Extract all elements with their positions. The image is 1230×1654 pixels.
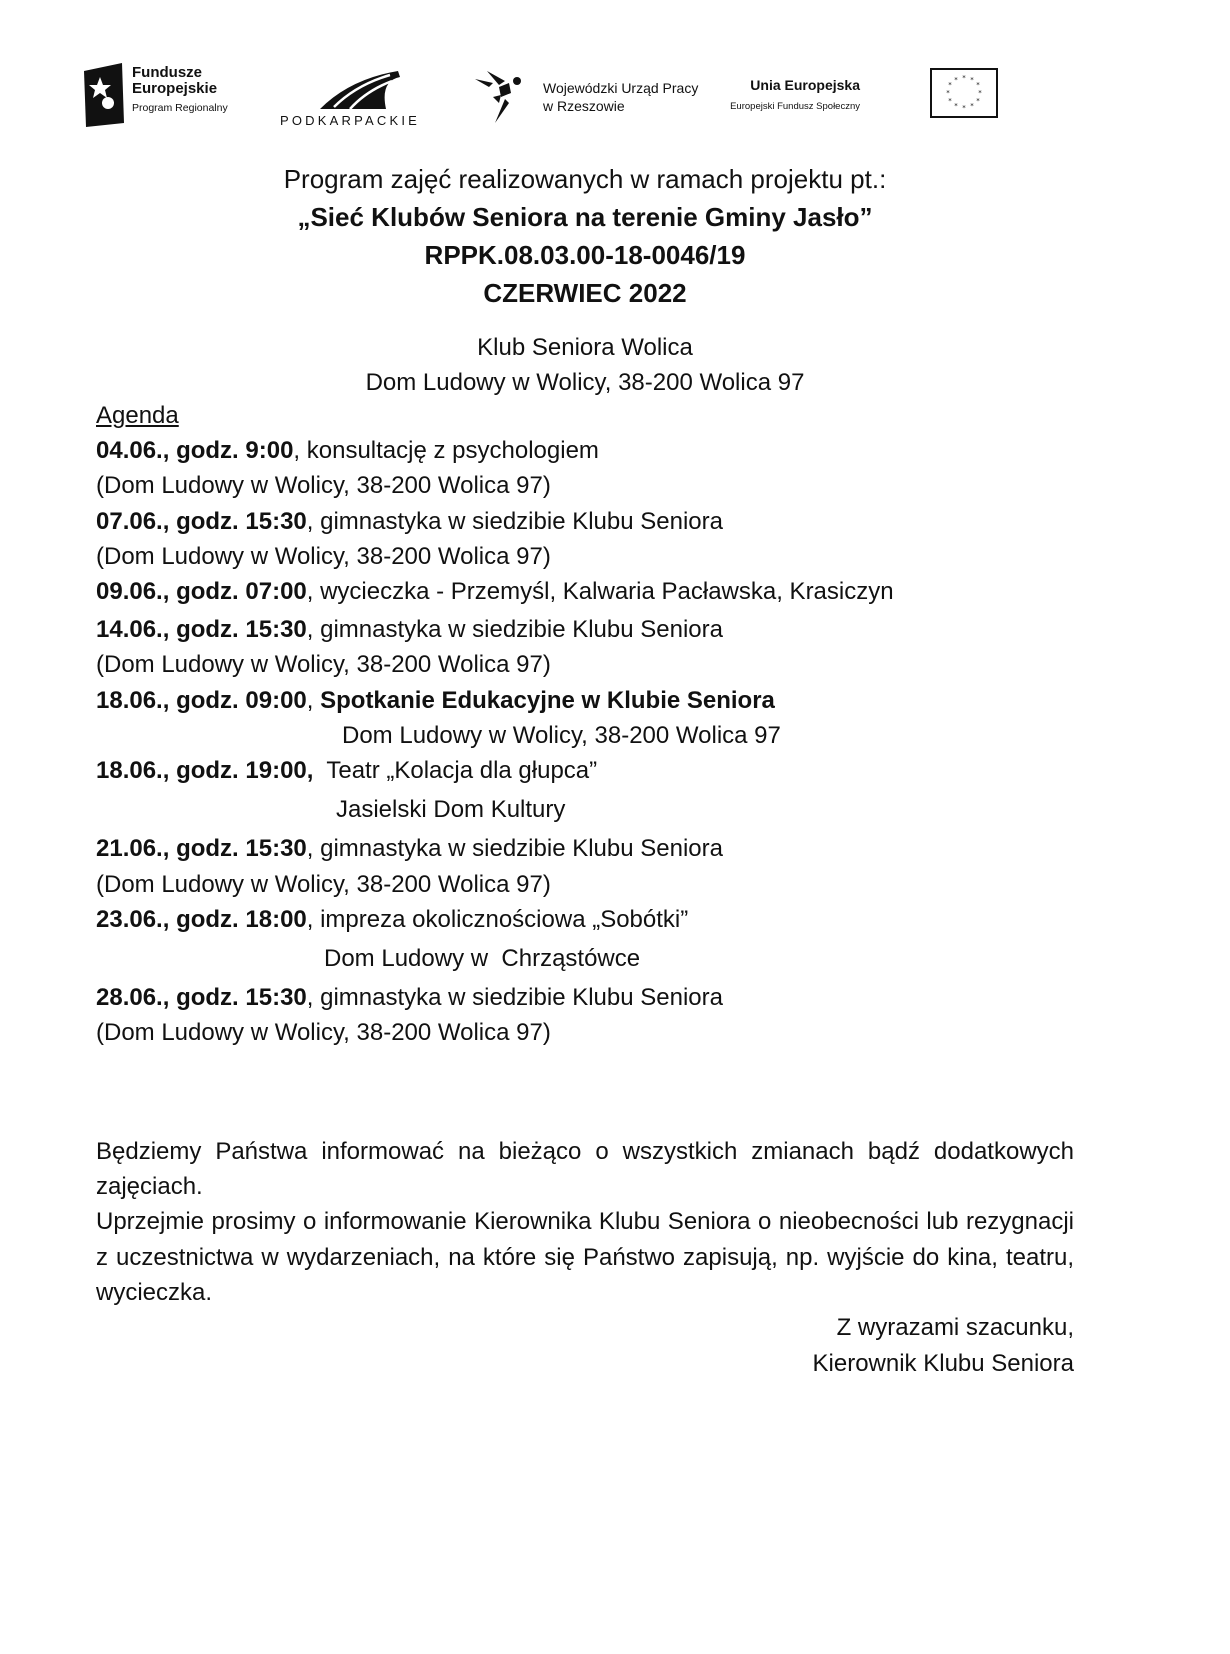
document-header [0, 160, 1170, 312]
mountain-icon [320, 69, 400, 111]
agenda-item [96, 753, 1076, 788]
project-code: RPPK.08.03.00-18-0046/19 [424, 240, 746, 270]
svg-text:*: * [976, 97, 980, 105]
agenda-what: , impreza okolicznościowa „Sobótki” [306, 905, 689, 933]
agenda-what: , konsultację z psychologiem [293, 437, 599, 465]
unia-europejska-logo [730, 65, 1010, 135]
agenda-where: Dom Ludowy w Chrząstówce [324, 945, 641, 973]
agenda-sep: , [306, 686, 321, 714]
svg-text:*: * [962, 104, 966, 112]
wup-rzeszow-logo [475, 69, 725, 139]
agenda-where: (Dom Ludowy w Wolicy, 38-200 Wolica 97) [96, 870, 551, 898]
logo-bar [70, 55, 1070, 150]
podkarpackie-text: PODKARPACKIE [280, 113, 421, 128]
agenda-item [96, 504, 1076, 539]
agenda-where: (Dom Ludowy w Wolicy, 38-200 Wolica 97) [96, 1019, 551, 1047]
svg-text:*: * [954, 102, 958, 110]
closing: Z wyrazami szacunku, [836, 1314, 1074, 1341]
agenda-item [96, 902, 1076, 937]
eu-flag-icon [930, 68, 998, 118]
agenda-when: 23.06., godz. 18:00 [96, 905, 307, 933]
agenda-item [96, 574, 1076, 609]
signer: Kierownik Klubu Seniora [812, 1350, 1074, 1377]
project-title: „Sieć Klubów Seniora na terenie Gminy Jasło” [297, 202, 873, 232]
svg-text:*: * [978, 89, 982, 97]
signature [813, 1310, 1074, 1382]
agenda-what: Teatr „Kolacja dla głupca” [313, 757, 598, 785]
svg-text:*: * [954, 76, 958, 84]
svg-text:*: * [970, 76, 974, 84]
club-name: Klub Seniora Wolica [477, 334, 693, 361]
agenda-what: , wycieczka - Przemyśl, Kalwaria Pacławska, Krasiczyn [306, 578, 894, 606]
agenda-title: Agenda [96, 402, 179, 429]
agenda-when: 04.06., godz. 9:00 [96, 437, 294, 465]
ue-line1: Unia Europejska [750, 77, 860, 93]
fundusze-line1: Fundusze [132, 64, 202, 81]
notice-paragraph: Będziemy Państwa informować na bieżąco o wszystkich zmianach bądź dodatkowych zajęciach. [96, 1138, 1074, 1201]
notice [96, 1134, 1074, 1310]
agenda-where: (Dom Ludowy w Wolicy, 38-200 Wolica 97) [96, 651, 551, 679]
wup-line1: Wojewódzki Urząd Pracy [543, 80, 699, 96]
fundusze-line3: Program Regionalny [132, 102, 228, 114]
svg-text:*: * [948, 81, 952, 89]
agenda-where: (Dom Ludowy w Wolicy, 38-200 Wolica 97) [96, 542, 551, 570]
wup-line2: w Rzeszowie [543, 98, 625, 114]
agenda-what: , gimnastyka w siedzibie Klubu Seniora [306, 835, 723, 863]
svg-text:*: * [946, 89, 950, 97]
agenda-item [96, 612, 1076, 647]
fundusze-line2: Europejskie [132, 80, 218, 97]
fundusze-star-icon [82, 63, 126, 127]
agenda-what: , gimnastyka w siedzibie Klubu Seniora [306, 507, 723, 535]
club-address: Dom Ludowy w Wolicy, 38-200 Wolica 97 [365, 369, 805, 396]
agenda-item [96, 683, 1076, 718]
agenda-when: 18.06., godz. 09:00 [96, 686, 307, 714]
svg-text:*: * [970, 102, 974, 110]
podkarpackie-logo [280, 67, 440, 137]
ue-line2: Europejski Fundusz Społeczny [730, 101, 860, 112]
svg-text:*: * [948, 97, 952, 105]
agenda-where: (Dom Ludowy w Wolicy, 38-200 Wolica 97) [96, 472, 551, 500]
svg-text:*: * [976, 81, 980, 89]
agenda-item [96, 831, 1076, 866]
agenda-what: , gimnastyka w siedzibie Klubu Seniora [306, 616, 723, 644]
agenda-when: 14.06., godz. 15:30 [96, 616, 307, 644]
wup-bird-icon [475, 69, 535, 123]
agenda-where: Dom Ludowy w Wolicy, 38-200 Wolica 97 [342, 721, 781, 749]
intro-line: Program zajęć realizowanych w ramach projektu pt.: [283, 164, 887, 194]
agenda-what: , gimnastyka w siedzibie Klubu Seniora [306, 984, 723, 1012]
agenda-what: Spotkanie Edukacyjne w Klubie Seniora [320, 686, 775, 714]
month-heading: CZERWIEC 2022 [483, 278, 687, 308]
agenda-item [96, 980, 1076, 1015]
fundusze-europejskie-logo [70, 55, 255, 145]
agenda-item [96, 433, 1076, 468]
agenda-when: 07.06., godz. 15:30 [96, 507, 307, 535]
svg-text:*: * [962, 74, 966, 82]
club-info [0, 330, 1170, 400]
notice-paragraph: Uprzejmie prosimy o informowanie Kierownika Klubu Seniora o nieobecności lub rezygnacji z uczestnictwa w wydarzeniach, na które się Państwo zapisują, np. wyjście do kina, teatru, wycieczka. [96, 1208, 1074, 1306]
agenda-when: 09.06., godz. 07:00 [96, 578, 307, 606]
agenda-where: Jasielski Dom Kultury [336, 796, 566, 824]
agenda-when: 18.06., godz. 19:00, [96, 757, 314, 785]
agenda-when: 28.06., godz. 15:30 [96, 984, 307, 1012]
agenda-when: 21.06., godz. 15:30 [96, 835, 307, 863]
agenda [96, 398, 1076, 1051]
